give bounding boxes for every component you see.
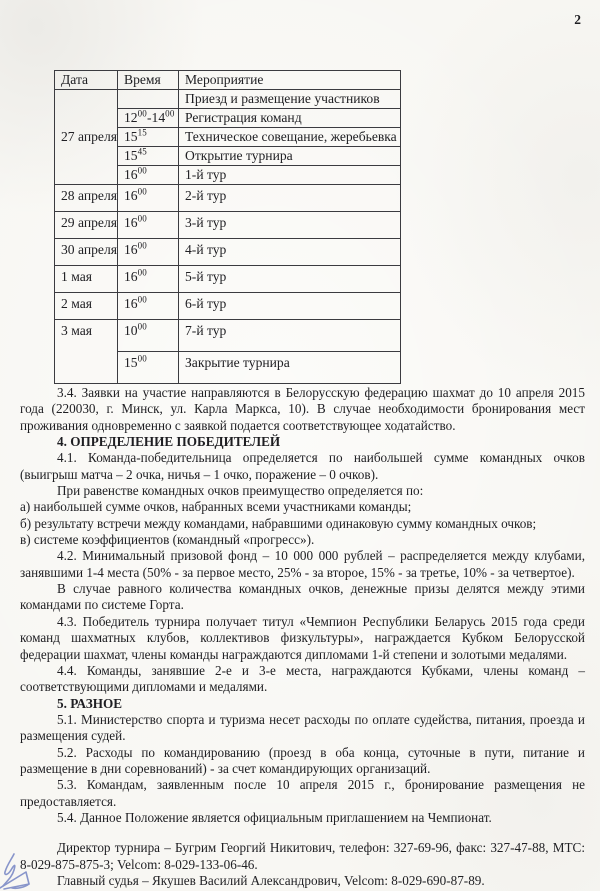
table-row	[55, 320, 401, 352]
paragraph-3-4: 3.4. Заявки на участие направляются в Белорусскую федерацию шахмат до 10 апреля 2015 года (220030, г. Минск, ул. Карла Маркса, 10). В случае необходимости бронирования мест проживания одновременно с заявкой подается соответствующее ходатайство.	[20, 385, 585, 433]
paragraph-5-1: 5.1. Министерство спорта и туризма несет расходы по оплате судейства, питания, проезда и размещения судей.	[20, 711, 585, 744]
schedule-time-cell	[118, 212, 179, 239]
time-superscript: 00	[137, 240, 147, 251]
schedule-event-cell: Открытие турнира	[179, 147, 401, 166]
paragraph-4-3: 4.3. Победитель турнира получает титул «Чемпион Республики Беларусь 2015 года среди команд шахматных клубов, коллективов физкультуры», награждается Кубком Белорусской федерации шахмат, члены команды награждаются дипломами 1-й степени и золотыми медалями.	[20, 613, 585, 662]
paragraph-4-1: 4.1. Команда-победительница определяется по наибольшей сумме командных очков (выигрыш матча – 2 очка, ничья – 1 очко, поражение – 0 очков).	[20, 450, 585, 482]
time-superscript: 00	[137, 267, 147, 278]
schedule-time-cell	[118, 128, 179, 147]
time-superscript: 45	[137, 146, 147, 157]
schedule-event-cell: 7-й тур	[179, 320, 401, 352]
schedule-time-cell	[118, 239, 179, 266]
time-superscript: 00	[137, 165, 147, 176]
schedule-time-cell	[118, 147, 179, 166]
schedule-time-cell	[118, 90, 179, 109]
paragraph-4-4: 4.4. Команды, занявшие 2-е и 3-е места, награждаются Кубками, члены команд – соответствующими дипломами и медалями.	[20, 662, 585, 695]
time-superscript: 00	[137, 186, 147, 197]
paragraph-5-3: 5.3. Командам, заявленным после 10 апреля 2015 г., бронирование размещения не предоставляется.	[20, 777, 585, 809]
contact-director: Директор турнира – Бугрим Георгий Никитович, телефон: 327-69-96, факс: 327-47-88, МТС: 8-029-875-875-3; Velcom: 8-029-133-06-46.	[20, 840, 585, 872]
schedule-event-cell: 3-й тур	[179, 212, 401, 239]
schedule-table	[54, 70, 401, 384]
time-text: 15	[124, 355, 138, 370]
schedule-time-cell	[118, 352, 179, 384]
time-text: 16	[124, 215, 138, 230]
schedule-date-cell: 30 апреля	[55, 239, 118, 266]
schedule-event-cell: 1-й тур	[179, 166, 401, 185]
time-text: -14	[147, 110, 166, 125]
contacts-block	[20, 840, 585, 889]
time-superscript: 00	[137, 353, 147, 364]
tiebreak-item-b: б) результату встречи между командами, набравшими одинаковую сумму командных очков;	[20, 515, 537, 531]
table-row	[55, 239, 401, 266]
paragraph-5-4: 5.4. Данное Положение является официальным приглашением на Чемпионат.	[57, 809, 492, 825]
document-body	[20, 385, 585, 889]
section-heading-4: 4. ОПРЕДЕЛЕНИЕ ПОБЕДИТЕЛЕЙ	[57, 434, 281, 450]
paragraph-4-2: 4.2. Минимальный призовой фонд – 10 000 000 рублей – распределяется между клубами, занявшими 1-4 места (50% - за первое место, 25% - за второе, 15% - за третье, 10% - за четвертое).	[20, 548, 585, 580]
paragraph-5-2: 5.2. Расходы по командированию (проезд в оба конца, суточные в пути, питание и размещение в дни соревнований) - за счет командирующих организаций.	[20, 744, 585, 776]
schedule-date-cell: 2 мая	[55, 293, 118, 320]
schedule-event-cell: 4-й тур	[179, 239, 401, 266]
time-superscript: 15	[137, 127, 147, 138]
schedule-time-cell	[118, 166, 179, 185]
time-text: 12	[124, 110, 138, 125]
time-text: 10	[124, 323, 138, 338]
schedule-header-date: Дата	[55, 71, 118, 90]
schedule-date-cell: 3 мая	[55, 320, 118, 384]
time-text: 16	[124, 269, 138, 284]
time-text: 16	[124, 296, 138, 311]
signature-ink-mark	[0, 846, 44, 891]
schedule-event-cell: Закрытие турнира	[179, 352, 401, 384]
time-superscript: 00	[137, 108, 147, 119]
schedule-date-cell: 28 апреля	[55, 185, 118, 212]
time-text: 16	[124, 167, 138, 182]
table-row	[55, 293, 401, 320]
time-text: 16	[124, 242, 138, 257]
time-superscript: 00	[137, 294, 147, 305]
schedule-event-cell: 5-й тур	[179, 266, 401, 293]
schedule-header-time: Время	[118, 71, 179, 90]
tiebreak-item-c: в) системе коэффициентов (командный «прогресс»).	[20, 532, 315, 548]
table-row	[55, 212, 401, 239]
schedule-time-cell	[118, 320, 179, 352]
table-row	[55, 266, 401, 293]
section-heading-5: 5. РАЗНОЕ	[57, 695, 123, 711]
schedule-time-cell	[118, 266, 179, 293]
tiebreak-item-a: а) наибольшей сумме очков, набранных всеми участниками команды;	[20, 499, 412, 515]
schedule-time-cell	[118, 293, 179, 320]
time-superscript: 00	[165, 108, 175, 119]
schedule-event-cell: Приезд и размещение участников	[179, 90, 401, 109]
schedule-date-cell: 1 мая	[55, 266, 118, 293]
time-text: 15	[124, 148, 138, 163]
schedule-event-cell: 6-й тур	[179, 293, 401, 320]
tiebreak-intro: При равенстве командных очков преимущество определяется по:	[57, 483, 424, 499]
schedule-time-cell	[118, 185, 179, 212]
schedule-time-cell	[118, 109, 179, 128]
time-text: 15	[124, 129, 138, 144]
contact-chief-arbiter: Главный судья – Якушев Василий Александрович, Velcom: 8-029-690-87-89.	[57, 872, 485, 888]
paragraph-prize-split: В случае равного количества командных очков, денежные призы делятся между этими командами по системе Горта.	[20, 581, 585, 613]
schedule-event-cell: Регистрация команд	[179, 109, 401, 128]
schedule-date-cell: 29 апреля	[55, 212, 118, 239]
schedule-header-event: Мероприятие	[179, 71, 401, 90]
schedule-event-cell: Техническое совещание, жеребьевка	[179, 128, 401, 147]
table-header-row	[55, 71, 401, 90]
schedule-event-cell: 2-й тур	[179, 185, 401, 212]
table-row	[55, 185, 401, 212]
page-number: 2	[574, 12, 581, 27]
time-superscript: 00	[137, 321, 147, 332]
time-superscript: 00	[137, 213, 147, 224]
table-row	[55, 90, 401, 109]
time-text: 16	[124, 188, 138, 203]
schedule-date-cell: 27 апреля	[55, 90, 118, 185]
